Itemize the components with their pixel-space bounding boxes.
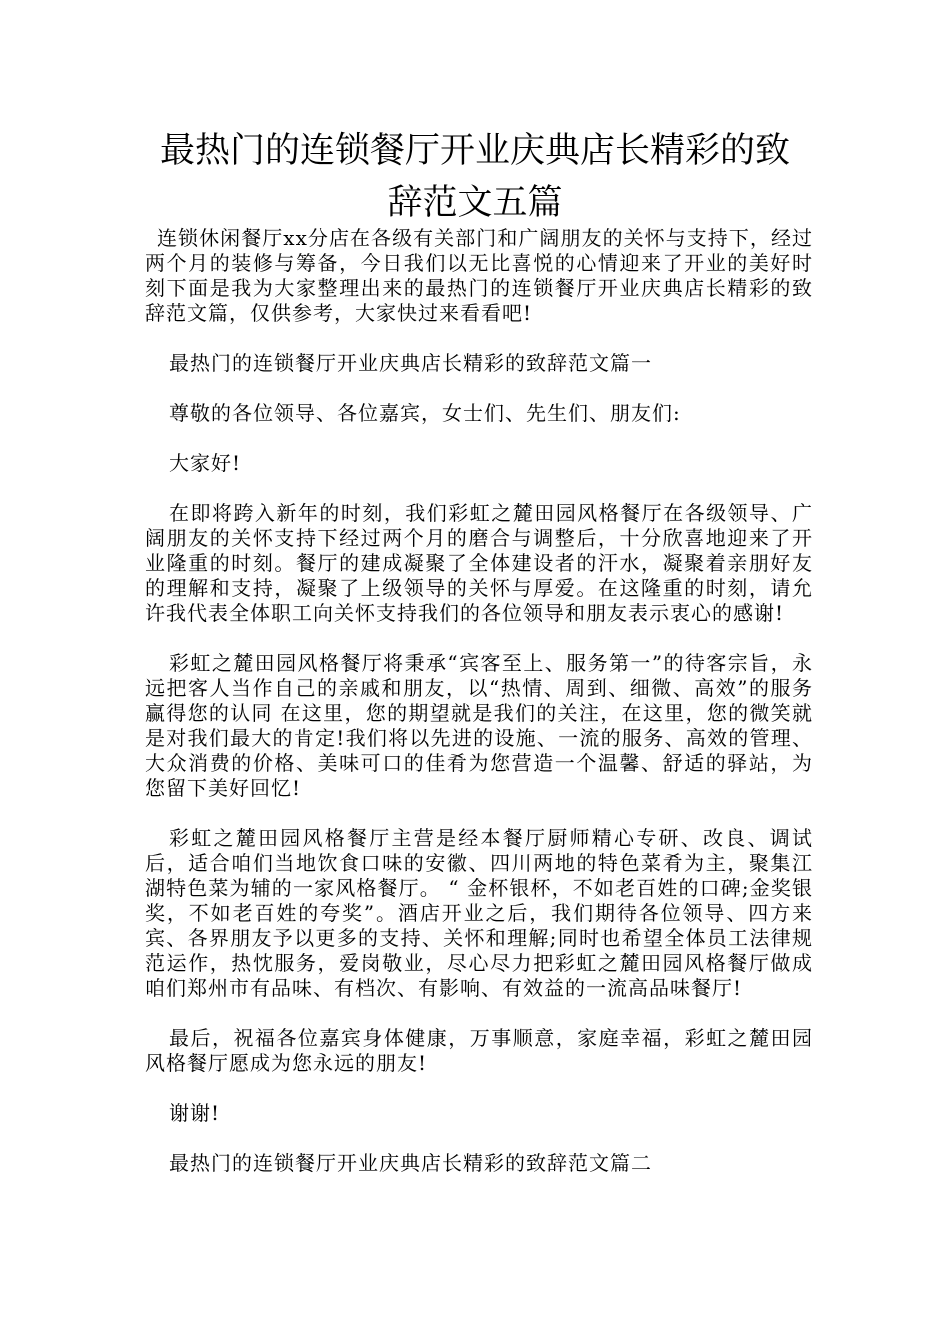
body-paragraph: 在即将跨入新年的时刻，我们彩虹之麓田园风格餐厅在各级领导、广阔朋友的关怀支持下经过两个月的磨合与调整后，十分欣喜地迎来了开业隆重的时刻。餐厅的建成凝聚了全体建设者的汗水，凝聚着亲朋好友的理解和支持，凝聚了上级领导的关怀与厚爱。在这隆重的时刻，请允许我代表全体职工向关怀支持我们的各位领导和朋友表示衷心的感谢! xyxy=(145,501,813,625)
section-heading-2: 最热门的连锁餐厅开业庆典店长精彩的致辞范文篇二 xyxy=(169,1151,652,1175)
closing-paragraph: 最后，祝福各位嘉宾身体健康，万事顺意，家庭幸福，彩虹之麓田园风格餐厅愿成为您永远的朋友! xyxy=(145,1026,813,1075)
body-paragraph: 彩虹之麓田园风格餐厅主营是经本餐厅厨师精心专研、改良、调试后，适合咱们当地饮食口味的安徽、四川两地的特色菜肴为主，聚集江湖特色菜为辅的一家风格餐厅。 “ 金杯银杯，不如老百姓的口碑;金奖银奖，不如老百姓的夸奖”。酒店开业之后，我们期待各位领导、四方来宾、各界朋友予以更多的支持、关怀和理解;同时也希望全体员工法律规范运作，热忱服务，爱岗敬业，尽心尽力把彩虹之麓田园风格餐厅做成咱们郑州市有品味、有档次、有影响、有效益的一流高品味餐厅! xyxy=(145,826,813,1000)
intro-paragraph: 连锁休闲餐厅xx分店在各级有关部门和广阔朋友的关怀与支持下，经过两个月的装修与筹备，今日我们以无比喜悦的心情迎来了开业的美好时刻下面是我为大家整理出来的最热门的连锁餐厅开业庆典店长精彩的致辞范文篇，仅供参考，大家快过来看看吧! xyxy=(145,226,813,325)
section-heading-1: 最热门的连锁餐厅开业庆典店长精彩的致辞范文篇一 xyxy=(169,351,652,375)
document-title-line-1: 最热门的连锁餐厅开业庆典店长精彩的致 xyxy=(159,131,790,171)
document-title-line-2: 辞范文五篇 xyxy=(387,183,563,223)
salutation: 尊敬的各位领导、各位嘉宾，女士们、先生们、朋友们: xyxy=(169,401,681,425)
greeting: 大家好! xyxy=(169,451,242,475)
document-body xyxy=(145,226,813,1201)
thanks: 谢谢! xyxy=(169,1101,221,1125)
body-paragraph: 彩虹之麓田园风格餐厅将秉承“宾客至上、服务第一”的待客宗旨，永远把客人当作自己的亲戚和朋友，以“热情、周到、细微、高效”的服务赢得您的认同 在这里，您的期望就是我们的关注，在这里，您的微笑就是对我们最大的肯定!我们将以先进的设施、一流的服务、高效的管理、大众消费的价格、美味可口的佳肴为您营造一个温馨、舒适的驿站，为您留下美好回忆! xyxy=(145,651,813,800)
